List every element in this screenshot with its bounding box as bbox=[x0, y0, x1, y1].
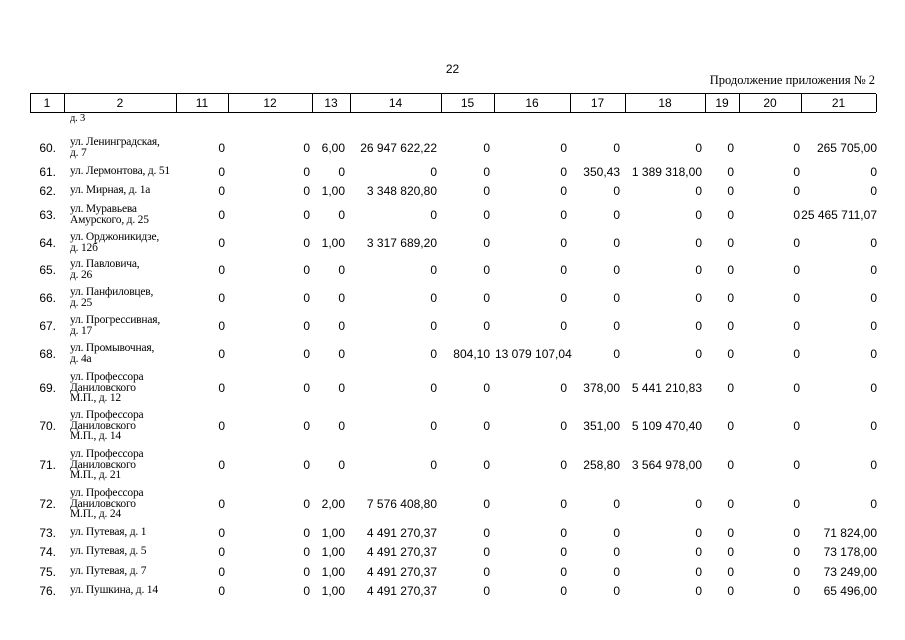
cell-col-20: 0 bbox=[793, 184, 800, 198]
cell-col-11: 0 bbox=[218, 545, 225, 559]
cell-col-13: 0 bbox=[338, 165, 345, 179]
page-number: 22 bbox=[445, 62, 460, 76]
cell-col-17: 0 bbox=[613, 319, 620, 333]
cell-col-15: 0 bbox=[483, 458, 490, 472]
cell-col-15: 0 bbox=[483, 184, 490, 198]
cell-col-21: 0 bbox=[870, 319, 877, 333]
cell-col-15: 0 bbox=[483, 381, 490, 395]
cell-col-17: 0 bbox=[613, 545, 620, 559]
cell-col-14: 0 bbox=[430, 458, 437, 472]
cell-col-19: 0 bbox=[727, 184, 734, 198]
cell-col-12: 0 bbox=[303, 291, 310, 305]
cell-col-13: 0 bbox=[338, 419, 345, 433]
cell-col-14: 4 491 270,37 bbox=[366, 545, 437, 559]
cell-col-17: 0 bbox=[613, 565, 620, 579]
cell-col-16: 0 bbox=[560, 381, 567, 395]
row-number: 74. bbox=[39, 545, 56, 559]
cell-col-17: 0 bbox=[613, 141, 620, 155]
cell-col-16: 0 bbox=[560, 263, 567, 277]
cell-col-21: 0 bbox=[870, 165, 877, 179]
cell-col-16: 0 bbox=[560, 319, 567, 333]
cell-col-13: 1,00 bbox=[321, 565, 345, 579]
row-number: 65. bbox=[39, 263, 56, 277]
continuation-caption: Продолжение приложения № 2 bbox=[709, 73, 875, 87]
cell-col-12: 0 bbox=[303, 458, 310, 472]
row-address: ул. Пушкина, д. 14 bbox=[70, 584, 158, 596]
cell-col-13: 0 bbox=[338, 381, 345, 395]
cell-col-16: 0 bbox=[560, 565, 567, 579]
cell-col-17: 258,80 bbox=[583, 458, 620, 472]
cell-col-16: 0 bbox=[560, 497, 567, 511]
cell-col-16: 0 bbox=[560, 236, 567, 250]
cell-col-17: 0 bbox=[613, 263, 620, 277]
cell-col-14: 0 bbox=[430, 347, 437, 361]
header-col-12: 12 bbox=[263, 96, 277, 110]
table-header bbox=[30, 93, 876, 113]
cell-col-15: 804,10 bbox=[453, 347, 490, 361]
cell-col-16: 0 bbox=[560, 291, 567, 305]
cell-col-21: 0 bbox=[870, 236, 877, 250]
header-col-16: 16 bbox=[525, 96, 539, 110]
cell-col-15: 0 bbox=[483, 263, 490, 277]
cell-col-17: 0 bbox=[613, 291, 620, 305]
cell-col-18: 0 bbox=[695, 208, 702, 222]
row-address: ул. Профессора Даниловского М.П., д. 24 bbox=[70, 487, 144, 520]
row-number: 62. bbox=[39, 184, 56, 198]
cell-col-20: 0 bbox=[793, 545, 800, 559]
cell-col-14: 0 bbox=[430, 208, 437, 222]
cell-col-18: 5 441 210,83 bbox=[631, 381, 702, 395]
cell-col-17: 0 bbox=[613, 236, 620, 250]
cell-col-12: 0 bbox=[303, 526, 310, 540]
cell-col-13: 0 bbox=[338, 208, 345, 222]
cell-col-19: 0 bbox=[727, 565, 734, 579]
cell-col-21: 0 bbox=[870, 291, 877, 305]
cell-col-18: 3 564 978,00 bbox=[631, 458, 702, 472]
cell-col-19: 0 bbox=[727, 545, 734, 559]
row-number: 63. bbox=[39, 208, 56, 222]
cell-col-11: 0 bbox=[218, 458, 225, 472]
cell-col-18: 0 bbox=[695, 263, 702, 277]
cell-col-20: 0 bbox=[793, 141, 800, 155]
row-address: ул. Профессора Даниловского М.П., д. 12 bbox=[70, 371, 144, 404]
cell-col-20: 0 bbox=[793, 497, 800, 511]
cell-col-15: 0 bbox=[483, 236, 490, 250]
cell-col-20: 0 bbox=[793, 584, 800, 598]
cell-col-18: 0 bbox=[695, 497, 702, 511]
cell-col-19: 0 bbox=[727, 236, 734, 250]
cell-col-18: 0 bbox=[695, 347, 702, 361]
cell-col-11: 0 bbox=[218, 319, 225, 333]
cell-col-18: 0 bbox=[695, 545, 702, 559]
cell-col-15: 0 bbox=[483, 291, 490, 305]
row-address: ул. Ленинградская, д. 7 bbox=[70, 136, 160, 159]
header-col-1: 1 bbox=[43, 96, 51, 110]
row-number: 60. bbox=[39, 141, 56, 155]
row-address: ул. Муравьева Амурского, д. 25 bbox=[70, 203, 149, 226]
cell-col-12: 0 bbox=[303, 584, 310, 598]
cell-col-11: 0 bbox=[218, 291, 225, 305]
cell-col-16: 13 079 107,04 bbox=[495, 347, 572, 361]
cell-col-16: 0 bbox=[560, 141, 567, 155]
cell-col-21: 0 bbox=[870, 184, 877, 198]
cell-col-18: 0 bbox=[695, 526, 702, 540]
cell-col-18: 0 bbox=[695, 291, 702, 305]
cell-col-18: 0 bbox=[695, 184, 702, 198]
cell-col-17: 0 bbox=[613, 526, 620, 540]
cell-col-11: 0 bbox=[218, 584, 225, 598]
cell-col-15: 0 bbox=[483, 141, 490, 155]
cell-col-19: 0 bbox=[727, 347, 734, 361]
cell-col-19: 0 bbox=[727, 458, 734, 472]
cell-col-15: 0 bbox=[483, 545, 490, 559]
cell-col-16: 0 bbox=[560, 584, 567, 598]
row-number: 61. bbox=[39, 165, 56, 179]
cell-col-15: 0 bbox=[483, 565, 490, 579]
cell-col-14: 4 491 270,37 bbox=[366, 526, 437, 540]
cell-col-13: 1,00 bbox=[321, 526, 345, 540]
cell-col-21: 73 178,00 bbox=[823, 545, 877, 559]
cell-col-12: 0 bbox=[303, 263, 310, 277]
header-col-21: 21 bbox=[831, 96, 846, 110]
cell-col-11: 0 bbox=[218, 381, 225, 395]
cell-col-18: 0 bbox=[695, 141, 702, 155]
cell-col-13: 0 bbox=[338, 319, 345, 333]
cell-col-16: 0 bbox=[560, 184, 567, 198]
cell-col-13: 1,00 bbox=[321, 584, 345, 598]
cell-col-12: 0 bbox=[303, 141, 310, 155]
row-number: 72. bbox=[39, 497, 56, 511]
cell-col-21: 73 249,00 bbox=[823, 565, 877, 579]
cell-col-20: 0 bbox=[793, 236, 800, 250]
cell-col-19: 0 bbox=[727, 291, 734, 305]
row-number: 69. bbox=[39, 381, 56, 395]
row-number: 73. bbox=[39, 526, 56, 540]
cell-col-20: 0 bbox=[793, 458, 800, 472]
cell-col-21: 0 bbox=[870, 347, 877, 361]
header-col-13: 13 bbox=[324, 96, 338, 110]
cell-col-19: 0 bbox=[727, 141, 734, 155]
cell-col-17: 351,00 bbox=[583, 419, 620, 433]
cell-col-19: 0 bbox=[727, 526, 734, 540]
row-number: 71. bbox=[39, 458, 56, 472]
row-number: 75. bbox=[39, 565, 56, 579]
cell-col-20: 0 bbox=[793, 565, 800, 579]
cell-col-13: 1,00 bbox=[321, 545, 345, 559]
row-number: 64. bbox=[39, 236, 56, 250]
cell-col-15: 0 bbox=[483, 584, 490, 598]
header-col-11: 11 bbox=[195, 96, 209, 110]
row-address: ул. Путевая, д. 1 bbox=[70, 526, 147, 538]
cell-col-21: 0 bbox=[870, 263, 877, 277]
cell-col-12: 0 bbox=[303, 565, 310, 579]
cell-col-13: 1,00 bbox=[321, 184, 345, 198]
cell-col-18: 0 bbox=[695, 584, 702, 598]
cell-col-16: 0 bbox=[560, 458, 567, 472]
cell-col-20: 0 bbox=[793, 381, 800, 395]
row-number: 67. bbox=[39, 319, 56, 333]
cell-col-14: 0 bbox=[430, 165, 437, 179]
carryover-text: д. 3 bbox=[70, 113, 86, 124]
cell-col-18: 1 389 318,00 bbox=[631, 165, 702, 179]
cell-col-20: 0 bbox=[793, 319, 800, 333]
cell-col-17: 350,43 bbox=[583, 165, 620, 179]
cell-col-12: 0 bbox=[303, 208, 310, 222]
cell-col-11: 0 bbox=[218, 263, 225, 277]
cell-col-21: 0 bbox=[870, 381, 877, 395]
cell-col-13: 6,00 bbox=[321, 141, 345, 155]
header-col-19: 19 bbox=[715, 96, 729, 110]
cell-col-14: 3 317 689,20 bbox=[366, 236, 437, 250]
cell-col-11: 0 bbox=[218, 184, 225, 198]
cell-col-12: 0 bbox=[303, 497, 310, 511]
cell-col-16: 0 bbox=[560, 208, 567, 222]
cell-col-12: 0 bbox=[303, 319, 310, 333]
cell-col-17: 0 bbox=[613, 347, 620, 361]
cell-col-11: 0 bbox=[218, 565, 225, 579]
cell-col-14: 0 bbox=[430, 419, 437, 433]
cell-col-21: 265 705,00 bbox=[816, 141, 877, 155]
row-address: ул. Панфиловцев, д. 25 bbox=[70, 286, 154, 309]
cell-col-20: 0 bbox=[793, 208, 800, 222]
cell-col-20: 0 bbox=[793, 526, 800, 540]
cell-col-21: 25 465 711,07 bbox=[801, 208, 877, 222]
row-address: ул. Путевая, д. 5 bbox=[70, 545, 147, 557]
cell-col-19: 0 bbox=[727, 165, 734, 179]
row-number: 76. bbox=[39, 584, 56, 598]
header-col-17: 17 bbox=[590, 96, 605, 110]
cell-col-15: 0 bbox=[483, 208, 490, 222]
cell-col-14: 4 491 270,37 bbox=[366, 565, 437, 579]
cell-col-11: 0 bbox=[218, 208, 225, 222]
row-address: ул. Орджоникидзе, д. 12б bbox=[70, 231, 160, 254]
cell-col-11: 0 bbox=[218, 497, 225, 511]
cell-col-15: 0 bbox=[483, 497, 490, 511]
cell-col-18: 0 bbox=[695, 319, 702, 333]
cell-col-11: 0 bbox=[218, 526, 225, 540]
header-col-14: 14 bbox=[388, 96, 403, 110]
cell-col-21: 65 496,00 bbox=[823, 584, 877, 598]
cell-col-14: 0 bbox=[430, 263, 437, 277]
cell-col-12: 0 bbox=[303, 545, 310, 559]
cell-col-19: 0 bbox=[727, 263, 734, 277]
cell-col-15: 0 bbox=[483, 419, 490, 433]
cell-col-19: 0 bbox=[727, 419, 734, 433]
cell-col-21: 0 bbox=[870, 497, 877, 511]
cell-col-17: 0 bbox=[613, 497, 620, 511]
row-address: ул. Павловича, д. 26 bbox=[70, 258, 140, 281]
cell-col-16: 0 bbox=[560, 545, 567, 559]
cell-col-15: 0 bbox=[483, 526, 490, 540]
cell-col-20: 0 bbox=[793, 165, 800, 179]
cell-col-21: 0 bbox=[870, 419, 877, 433]
cell-col-11: 0 bbox=[218, 141, 225, 155]
cell-col-20: 0 bbox=[793, 419, 800, 433]
header-col-18: 18 bbox=[658, 96, 672, 110]
cell-col-20: 0 bbox=[793, 347, 800, 361]
cell-col-17: 0 bbox=[613, 208, 620, 222]
cell-col-15: 0 bbox=[483, 319, 490, 333]
row-number: 68. bbox=[39, 347, 56, 361]
cell-col-16: 0 bbox=[560, 526, 567, 540]
cell-col-12: 0 bbox=[303, 419, 310, 433]
row-address: ул. Профессора Даниловского М.П., д. 14 bbox=[70, 409, 144, 442]
cell-col-14: 0 bbox=[430, 291, 437, 305]
cell-col-15: 0 bbox=[483, 165, 490, 179]
header-col-2: 2 bbox=[116, 96, 124, 110]
header-col-15: 15 bbox=[460, 96, 475, 110]
cell-col-12: 0 bbox=[303, 165, 310, 179]
row-address: ул. Путевая, д. 7 bbox=[70, 565, 147, 577]
cell-col-19: 0 bbox=[727, 208, 734, 222]
cell-col-12: 0 bbox=[303, 236, 310, 250]
cell-col-11: 0 bbox=[218, 419, 225, 433]
cell-col-16: 0 bbox=[560, 419, 567, 433]
cell-col-17: 0 bbox=[613, 184, 620, 198]
row-address: ул. Промывочная, д. 4а bbox=[70, 342, 155, 365]
cell-col-17: 0 bbox=[613, 584, 620, 598]
cell-col-18: 0 bbox=[695, 565, 702, 579]
cell-col-12: 0 bbox=[303, 184, 310, 198]
cell-col-18: 5 109 470,40 bbox=[631, 419, 702, 433]
cell-col-14: 4 491 270,37 bbox=[366, 584, 437, 598]
cell-col-20: 0 bbox=[793, 263, 800, 277]
cell-col-14: 0 bbox=[430, 381, 437, 395]
cell-col-14: 7 576 408,80 bbox=[366, 497, 437, 511]
row-number: 66. bbox=[39, 291, 56, 305]
row-address: ул. Лермонтова, д. 51 bbox=[70, 165, 170, 177]
cell-col-13: 0 bbox=[338, 347, 345, 361]
row-address: ул. Прогрессивная, д. 17 bbox=[70, 314, 161, 337]
cell-col-14: 0 bbox=[430, 319, 437, 333]
cell-col-11: 0 bbox=[218, 236, 225, 250]
cell-col-13: 0 bbox=[338, 291, 345, 305]
cell-col-19: 0 bbox=[727, 381, 734, 395]
cell-col-18: 0 bbox=[695, 236, 702, 250]
row-address: ул. Профессора Даниловского М.П., д. 21 bbox=[70, 448, 144, 481]
cell-col-16: 0 bbox=[560, 165, 567, 179]
cell-col-13: 1,00 bbox=[321, 236, 345, 250]
header-col-20: 20 bbox=[763, 96, 777, 110]
cell-col-13: 0 bbox=[338, 263, 345, 277]
cell-col-13: 0 bbox=[338, 458, 345, 472]
cell-col-11: 0 bbox=[218, 347, 225, 361]
cell-col-11: 0 bbox=[218, 165, 225, 179]
cell-col-12: 0 bbox=[303, 347, 310, 361]
cell-col-14: 3 348 820,80 bbox=[366, 184, 437, 198]
cell-col-19: 0 bbox=[727, 497, 734, 511]
row-number: 70. bbox=[39, 419, 56, 433]
cell-col-13: 2,00 bbox=[321, 497, 345, 511]
cell-col-20: 0 bbox=[793, 291, 800, 305]
cell-col-21: 71 824,00 bbox=[823, 526, 877, 540]
cell-col-14: 26 947 622,22 bbox=[360, 141, 437, 155]
cell-col-12: 0 bbox=[303, 381, 310, 395]
cell-col-21: 0 bbox=[870, 458, 877, 472]
row-address: ул. Мирная, д. 1а bbox=[70, 184, 151, 196]
cell-col-19: 0 bbox=[727, 319, 734, 333]
cell-col-17: 378,00 bbox=[583, 381, 620, 395]
cell-col-19: 0 bbox=[727, 584, 734, 598]
